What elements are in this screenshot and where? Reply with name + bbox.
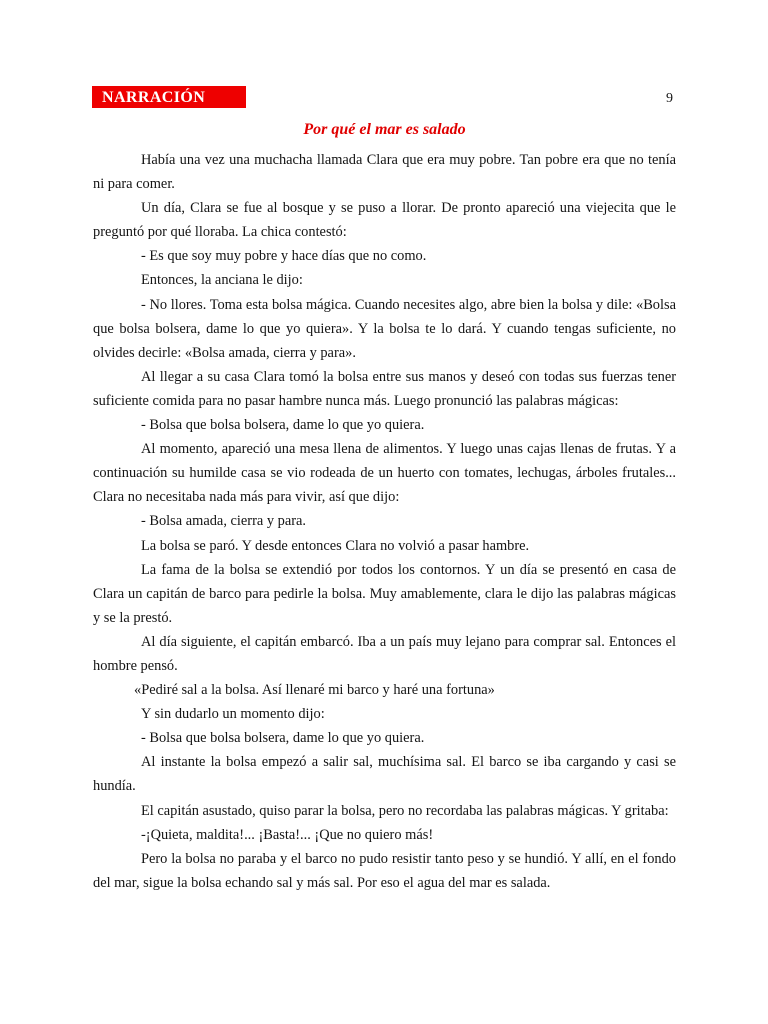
paragraph: Al momento, apareció una mesa llena de alimentos. Y luego unas cajas llenas de frutas. Y a continuación su humilde casa se vio rodeada de un huerto con tomates, lechugas, árboles frutales... Clara no necesitaba nada más para vivir, así que dijo:: [93, 441, 676, 506]
paragraph: El capitán asustado, quiso parar la bolsa, pero no recordaba las palabras mágicas. Y gritaba:: [141, 802, 669, 819]
story-body: [93, 148, 676, 895]
paragraph: Al día siguiente, el capitán embarcó. Iba a un país muy lejano para comprar sal. Entonces el hombre pensó.: [93, 633, 676, 674]
thought-line: «Pediré sal a la bolsa. Así llenaré mi barco y haré una fortuna»: [134, 682, 495, 699]
paragraph: Pero la bolsa no paraba y el barco no pudo resistir tanto peso y se hundió. Y allí, en el fondo del mar, sigue la bolsa echando sal y más sal. Por eso el agua del mar es salada.: [93, 850, 676, 891]
section-label: NARRACIÓN: [92, 86, 246, 108]
dialogue-line: -¡Quieta, maldita!... ¡Basta!... ¡Que no quiero más!: [141, 826, 434, 843]
page-number: 9: [666, 91, 673, 106]
paragraph: Había una vez una muchacha llamada Clara que era muy pobre. Tan pobre era que no tenía ni para comer.: [93, 152, 676, 193]
paragraph: Y sin dudarlo un momento dijo:: [141, 706, 325, 723]
paragraph: Al instante la bolsa empezó a salir sal, muchísima sal. El barco se iba cargando y casi se hundía.: [93, 754, 676, 795]
dialogue-line: - Es que soy muy pobre y hace días que no como.: [141, 248, 427, 265]
dialogue-line: - Bolsa que bolsa bolsera, dame lo que yo quiera.: [141, 417, 425, 434]
paragraph: La bolsa se paró. Y desde entonces Clara no volvió a pasar hambre.: [141, 537, 530, 554]
dialogue-line: - Bolsa que bolsa bolsera, dame lo que yo quiera.: [141, 730, 425, 747]
paragraph: La fama de la bolsa se extendió por todos los contornos. Y un día se presentó en casa de Clara un capitán de barco para pedirle la bolsa. Muy amablemente, clara le dijo las palabras mágicas y se la prestó.: [93, 561, 676, 626]
dialogue-line: - Bolsa amada, cierra y para.: [141, 513, 307, 530]
paragraph: Un día, Clara se fue al bosque y se puso a llorar. De pronto apareció una viejecita que le preguntó por qué lloraba. La chica contestó:: [93, 200, 676, 241]
paragraph: Al llegar a su casa Clara tomó la bolsa entre sus manos y deseó con todas sus fuerzas tener suficiente comida para no pasar hambre nunca más. Luego pronunció las palabras mágicas:: [93, 368, 676, 409]
paragraph: Entonces, la anciana le dijo:: [141, 272, 303, 289]
dialogue-line: - No llores. Toma esta bolsa mágica. Cuando necesites algo, abre bien la bolsa y dile: «Bolsa que bolsa bolsera, dame lo que yo quiera». Y la bolsa te lo dará. Y cuando tengas suficiente, no olvides decirle: «Bolsa amada, cierra y para».: [93, 296, 676, 361]
story-title: Por qué el mar es salado: [303, 121, 466, 138]
